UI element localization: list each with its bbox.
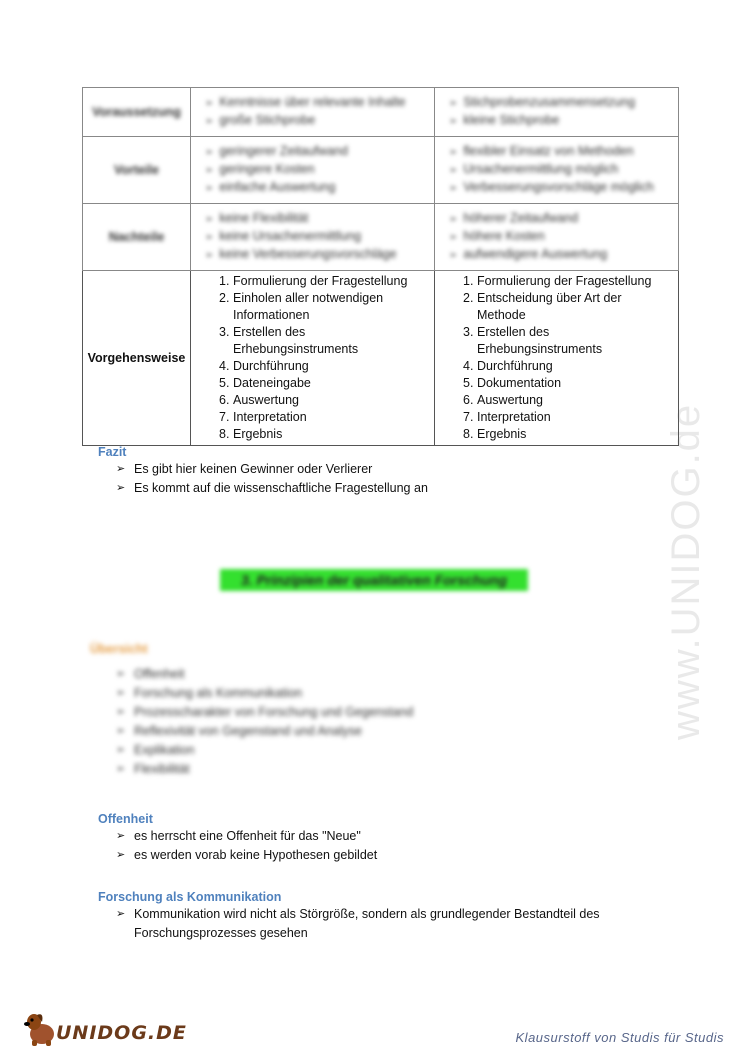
cell-bullet-text: kleine Stichprobe [463, 113, 560, 127]
row-label: Voraussetzung [83, 88, 191, 137]
cell-bullet [205, 143, 424, 161]
cell-bullet [449, 143, 668, 161]
arrow-bullet-icon: ➢ [116, 763, 126, 775]
logo-text: UNIDOG.DE [56, 1022, 187, 1044]
cell-bullet-text: flexibler Einsatz von Methoden [463, 144, 634, 158]
cell-bullet [205, 228, 424, 246]
arrow-bullet-icon: ➢ [116, 668, 126, 680]
arrow-bullet-icon: ➢ [205, 214, 214, 225]
list-item-text: Flexibilität [134, 762, 190, 776]
step-text: Auswertung [233, 393, 300, 407]
step-number: 1. [219, 274, 230, 288]
step-text: Einholen aller notwendigen Informationen [233, 291, 384, 322]
arrow-bullet-icon: ➢ [449, 116, 458, 127]
cell-bullet [449, 112, 668, 130]
arrow-bullet-icon: ➢ [116, 849, 126, 861]
table-row [83, 204, 679, 271]
step-text: Interpretation [233, 410, 307, 424]
cell-bullet [449, 161, 668, 179]
cell-bullet [205, 179, 424, 197]
step-number: 5. [463, 376, 474, 390]
table-cell-right [435, 137, 679, 204]
cell-bullet-text: keine Ursachenermittlung [219, 229, 362, 243]
procedure-step [463, 290, 672, 324]
arrow-bullet-icon: ➢ [449, 98, 458, 109]
table-row [83, 137, 679, 204]
list-item-text: Prozesscharakter von Forschung und Gegenstand [134, 705, 414, 719]
arrow-bullet-icon: ➢ [116, 482, 126, 494]
arrow-bullet-icon: ➢ [116, 687, 126, 699]
list-item [116, 905, 626, 943]
step-text: Erstellen des Erhebungsinstruments [233, 325, 359, 356]
step-number: 8. [219, 427, 230, 441]
step-number: 6. [219, 393, 230, 407]
table-cell-left [191, 88, 435, 137]
step-number: 4. [219, 359, 230, 373]
arrow-bullet-icon: ➢ [449, 250, 458, 261]
procedure-step [219, 324, 428, 358]
arrow-bullet-icon: ➢ [205, 250, 214, 261]
cell-bullet-text: keine Flexibilität [219, 211, 309, 225]
uebersicht-list [116, 665, 596, 779]
arrow-bullet-icon: ➢ [116, 908, 126, 920]
arrow-bullet-icon: ➢ [205, 165, 214, 176]
cell-bullet-text: große Stichprobe [219, 113, 316, 127]
cell-bullet-text: Ursachenermittlung möglich [463, 162, 619, 176]
step-text: Formulierung der Fragestellung [477, 274, 652, 288]
table-cell-right [435, 204, 679, 271]
cell-bullet [449, 228, 668, 246]
arrow-bullet-icon: ➢ [116, 463, 126, 475]
arrow-bullet-icon: ➢ [116, 725, 126, 737]
table-row [83, 88, 679, 137]
arrow-bullet-icon: ➢ [205, 183, 214, 194]
step-number: 4. [463, 359, 474, 373]
arrow-bullet-icon: ➢ [205, 116, 214, 127]
cell-bullet [449, 179, 668, 197]
list-item-text: Offenheit [134, 667, 185, 681]
arrow-bullet-icon: ➢ [449, 183, 458, 194]
list-item [116, 827, 656, 846]
fazit-list [116, 460, 656, 498]
procedure-step [219, 375, 428, 392]
arrow-bullet-icon: ➢ [205, 232, 214, 243]
step-text: Ergebnis [477, 427, 527, 441]
procedure-step [463, 392, 672, 409]
step-text: Auswertung [477, 393, 544, 407]
step-text: Durchführung [477, 359, 553, 373]
arrow-bullet-icon: ➢ [449, 147, 458, 158]
procedure-step [219, 426, 428, 443]
cell-bullet-text: höhere Kosten [463, 229, 545, 243]
row-label: Vorgehensweise [83, 271, 191, 446]
offenheit-heading: Offenheit [98, 812, 153, 826]
list-item-text: Kommunikation wird nicht als Störgröße, sondern als grundlegender Bestandteil des Forschungsprozesses gesehen [134, 907, 600, 940]
arrow-bullet-icon: ➢ [449, 232, 458, 243]
procedure-step [463, 409, 672, 426]
step-number: 6. [463, 393, 474, 407]
procedure-step [463, 375, 672, 392]
step-text: Dokumentation [477, 376, 562, 390]
cell-bullet-text: aufwendigere Auswertung [463, 247, 608, 261]
step-number: 5. [219, 376, 230, 390]
cell-bullet [205, 246, 424, 264]
procedure-cell-left [191, 271, 435, 446]
cell-bullet [205, 210, 424, 228]
arrow-bullet-icon: ➢ [449, 214, 458, 225]
arrow-bullet-icon: ➢ [205, 147, 214, 158]
step-text: Ergebnis [233, 427, 283, 441]
cell-bullet [449, 246, 668, 264]
procedure-step [463, 426, 672, 443]
list-item [116, 741, 596, 760]
footer-slogan: Klausurstoff von Studis für Studis [515, 1030, 724, 1045]
list-item [116, 703, 596, 722]
table-cell-right [435, 88, 679, 137]
procedure-step [219, 273, 428, 290]
arrow-bullet-icon: ➢ [449, 165, 458, 176]
row-label: Vorteile [83, 137, 191, 204]
step-number: 8. [463, 427, 474, 441]
list-item [116, 684, 596, 703]
list-item [116, 460, 656, 479]
procedure-step [219, 409, 428, 426]
cell-bullet-text: geringere Kosten [219, 162, 315, 176]
list-item [116, 760, 596, 779]
step-text: Formulierung der Fragestellung [233, 274, 408, 288]
step-number: 2. [463, 291, 474, 305]
cell-bullet [205, 112, 424, 130]
offenheit-list [116, 827, 656, 865]
uebersicht-heading: Übersicht [90, 642, 148, 656]
cell-bullet-text: keine Verbesserungsvorschläge [219, 247, 397, 261]
step-number: 3. [463, 325, 474, 339]
kommunikation-heading: Forschung als Kommunikation [98, 890, 282, 904]
step-text: Durchführung [233, 359, 309, 373]
step-text: Dateneingabe [233, 376, 311, 390]
watermark: www.UNIDOG.de [664, 402, 708, 740]
row-label: Nachteile [83, 204, 191, 271]
list-item-text: Reflexivität von Gegenstand und Analyse [134, 724, 362, 738]
unidog-logo [24, 1012, 187, 1048]
table-row-procedure [83, 271, 679, 446]
cell-bullet-text: höherer Zeitaufwand [463, 211, 579, 225]
fazit-heading: Fazit [98, 445, 127, 459]
procedure-cell-right [435, 271, 679, 446]
procedure-step [463, 324, 672, 358]
list-item-text: es herrscht eine Offenheit für das "Neue" [134, 829, 361, 843]
list-item-text: Forschung als Kommunikation [134, 686, 303, 700]
procedure-step [463, 358, 672, 375]
arrow-bullet-icon: ➢ [205, 98, 214, 109]
step-text: Entscheidung über Art der Methode [477, 291, 622, 322]
list-item [116, 722, 596, 741]
procedure-step [463, 273, 672, 290]
step-number: 7. [219, 410, 230, 424]
section-title: 3. Prinzipien der qualitativen Forschung [220, 569, 528, 591]
arrow-bullet-icon: ➢ [116, 744, 126, 756]
kommunikation-list [116, 905, 626, 943]
step-number: 7. [463, 410, 474, 424]
procedure-step [219, 290, 428, 324]
list-item [116, 846, 656, 865]
cell-bullet-text: Verbesserungsvorschläge möglich [463, 180, 654, 194]
list-item-text: Es kommt auf die wissenschaftliche Fragestellung an [134, 481, 428, 495]
comparison-table [82, 87, 679, 446]
step-number: 3. [219, 325, 230, 339]
cell-bullet [449, 94, 668, 112]
cell-bullet-text: Stichprobenzusammensetzung [463, 95, 636, 109]
arrow-bullet-icon: ➢ [116, 830, 126, 842]
cell-bullet [205, 161, 424, 179]
cell-bullet-text: geringerer Zeitaufwand [219, 144, 348, 158]
step-number: 2. [219, 291, 230, 305]
cell-bullet [449, 210, 668, 228]
cell-bullet [205, 94, 424, 112]
list-item-text: Es gibt hier keinen Gewinner oder Verlierer [134, 462, 373, 476]
list-item [116, 665, 596, 684]
list-item-text: es werden vorab keine Hypothesen gebildet [134, 848, 378, 862]
list-item [116, 479, 656, 498]
step-text: Erstellen des Erhebungsinstruments [477, 325, 603, 356]
procedure-step [219, 358, 428, 375]
table-cell-left [191, 204, 435, 271]
cell-bullet-text: einfache Auswertung [219, 180, 336, 194]
step-number: 1. [463, 274, 474, 288]
cell-bullet-text: Kenntnisse über relevante Inhalte [219, 95, 406, 109]
table-cell-left [191, 137, 435, 204]
step-text: Interpretation [477, 410, 551, 424]
list-item-text: Explikation [134, 743, 195, 757]
procedure-step [219, 392, 428, 409]
arrow-bullet-icon: ➢ [116, 706, 126, 718]
